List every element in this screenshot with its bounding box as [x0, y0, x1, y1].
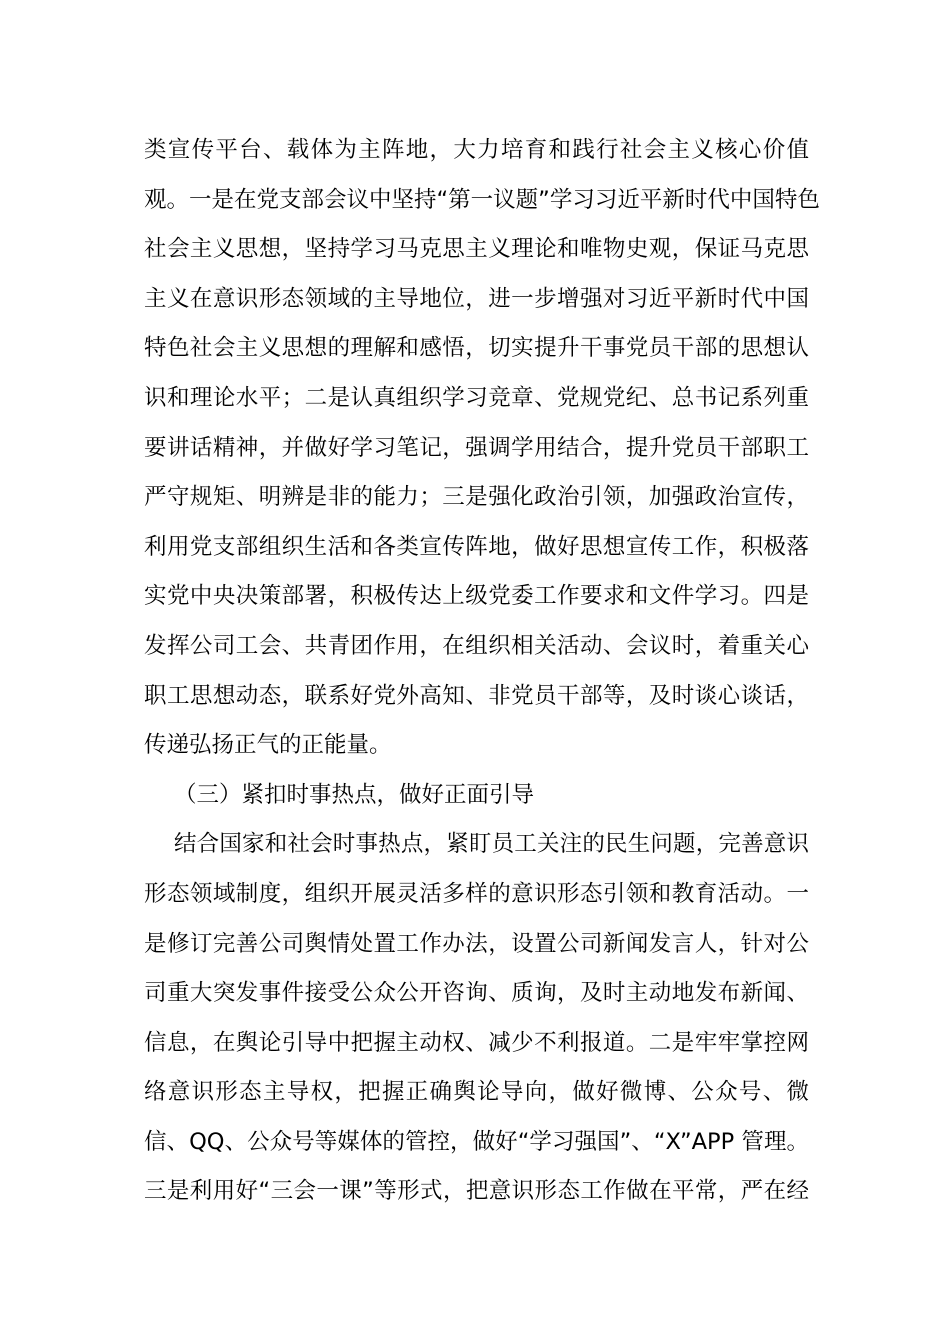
document-body: [144, 126, 820, 1217]
text-line: 严守规矩、明辨是非的能力；三是强化政治引领，加强政治宣传，: [144, 484, 809, 511]
text-line: 传递弘扬正气的正能量。: [144, 732, 392, 759]
paragraph-ideology-platforms: [144, 126, 820, 771]
text-line: 信、QQ、公众号等媒体的管控，做好“学习强国”、“X”APP 管理。: [144, 1128, 809, 1155]
text-line: 观。一是在党支部会议中坚持“第一议题”学习习近平新时代中国特色: [144, 186, 820, 213]
text-line: 信息，在舆论引导中把握主动权、减少不利报道。二是牢牢掌控网: [144, 1029, 809, 1056]
section-heading: （三）紧扣时事热点，做好正面引导: [174, 781, 535, 808]
text-line: 形态领域制度，组织开展灵活多样的意识形态引领和教育活动。一: [144, 880, 809, 907]
text-line: 实党中央决策部署，积极传达上级党委工作要求和文件学习。四是: [144, 583, 809, 610]
text-line: 识和理论水平；二是认真组织学习竞章、党规党纪、总书记系列重: [144, 384, 809, 411]
text-line: 利用党支部组织生活和各类宣传阵地，做好思想宣传工作，积极落: [144, 533, 809, 560]
text-line: 络意识形态主导权，把握正确舆论导向，做好微博、公众号、微: [144, 1079, 809, 1106]
text-line: 特色社会主义思想的理解和感悟，切实提升干事党员干部的思想认: [144, 335, 809, 362]
paragraph-current-events: [144, 820, 809, 1217]
text-line: 是修订完善公司舆情处置工作办法，设置公司新闻发言人，针对公: [144, 930, 809, 957]
text-line: 类宣传平台、载体为主阵地，大力培育和践行社会主义核心价值: [144, 137, 809, 163]
text-line: 主义在意识形态领域的主导地位，进一步增强对习近平新时代中国: [144, 285, 809, 312]
text-line: 发挥公司工会、共青团作用，在组织相关活动、会议时，着重关心: [144, 632, 809, 659]
text-line: 三是利用好“三会一课”等形式，把意识形态工作做在平常，严在经: [144, 1178, 809, 1205]
text-line: 司重大突发事件接受公众公开咨询、质询，及时主动地发布新闻、: [144, 980, 809, 1007]
text-line: 职工思想动态，联系好党外高知、非党员干部等，及时谈心谈话，: [144, 682, 809, 709]
text-line: 社会主义思想，坚持学习马克思主义理论和唯物史观，保证马克思: [144, 236, 809, 263]
text-line: 结合国家和社会时事热点，紧盯员工关注的民生问题，完善意识: [174, 831, 809, 858]
text-line: 要讲话精神，并做好学习笔记，强调学用结合，提升党员干部职工: [144, 434, 809, 461]
